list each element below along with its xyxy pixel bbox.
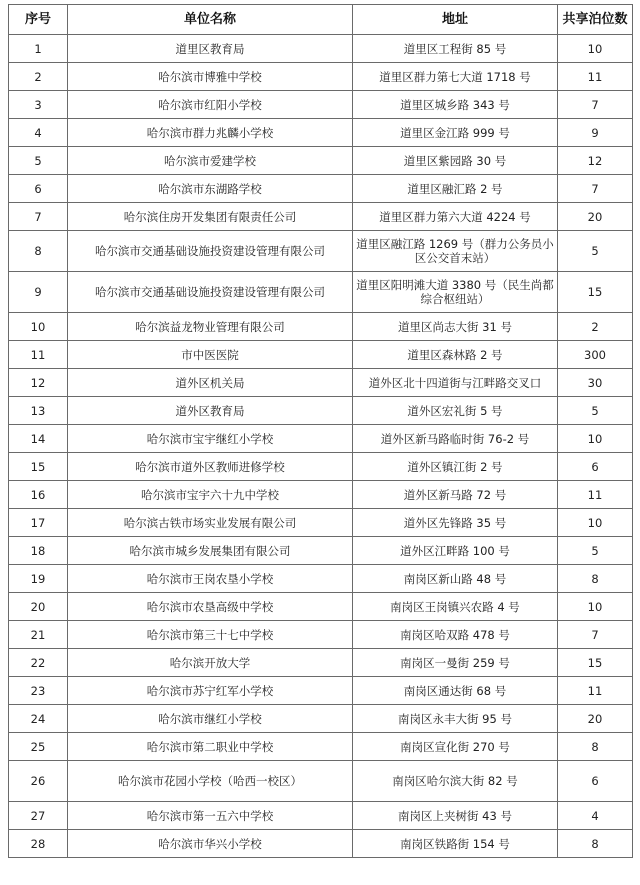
table-row	[9, 649, 633, 677]
cell-no: 1	[9, 35, 68, 63]
cell-no: 26	[9, 761, 68, 802]
cell-address: 道里区阳明滩大道 3380 号（民生尚都综合枢纽站）	[353, 272, 558, 313]
cell-address: 南岗区王岗镇兴农路 4 号	[353, 593, 558, 621]
cell-spaces: 5	[558, 231, 633, 272]
cell-spaces: 6	[558, 761, 633, 802]
cell-address: 道外区宏礼街 5 号	[353, 397, 558, 425]
cell-name: 道外区教育局	[68, 397, 353, 425]
cell-address: 南岗区一曼街 259 号	[353, 649, 558, 677]
cell-address: 道外区新马路临时街 76-2 号	[353, 425, 558, 453]
cell-spaces: 9	[558, 119, 633, 147]
cell-spaces: 6	[558, 453, 633, 481]
cell-spaces: 11	[558, 481, 633, 509]
cell-spaces: 10	[558, 425, 633, 453]
cell-address: 道外区新马路 72 号	[353, 481, 558, 509]
table-row	[9, 509, 633, 537]
cell-name: 道外区机关局	[68, 369, 353, 397]
table-row	[9, 565, 633, 593]
table-row	[9, 677, 633, 705]
cell-address: 南岗区通达街 68 号	[353, 677, 558, 705]
cell-address: 道外区先锋路 35 号	[353, 509, 558, 537]
parking-share-table	[8, 4, 633, 858]
cell-spaces: 5	[558, 537, 633, 565]
cell-name: 哈尔滨市继红小学校	[68, 705, 353, 733]
cell-no: 9	[9, 272, 68, 313]
cell-spaces: 15	[558, 649, 633, 677]
cell-spaces: 10	[558, 35, 633, 63]
cell-spaces: 10	[558, 593, 633, 621]
cell-address: 道里区紫园路 30 号	[353, 147, 558, 175]
cell-no: 8	[9, 231, 68, 272]
parking-share-table-sheet	[8, 4, 632, 858]
cell-spaces: 7	[558, 621, 633, 649]
cell-address: 南岗区哈尔滨大街 82 号	[353, 761, 558, 802]
cell-name: 哈尔滨市第二职业中学校	[68, 733, 353, 761]
cell-address: 道里区金江路 999 号	[353, 119, 558, 147]
cell-name: 哈尔滨市第一五六中学校	[68, 802, 353, 830]
cell-address: 道里区工程街 85 号	[353, 35, 558, 63]
table-row	[9, 802, 633, 830]
table-row	[9, 341, 633, 369]
table-row	[9, 35, 633, 63]
header-address: 地址	[353, 5, 558, 35]
cell-no: 21	[9, 621, 68, 649]
cell-name: 市中医医院	[68, 341, 353, 369]
cell-no: 2	[9, 63, 68, 91]
table-row	[9, 761, 633, 802]
cell-spaces: 7	[558, 91, 633, 119]
cell-spaces: 4	[558, 802, 633, 830]
cell-address: 道里区群力第七大道 1718 号	[353, 63, 558, 91]
cell-address: 道外区北十四道街与江畔路交叉口	[353, 369, 558, 397]
cell-address: 道里区尚志大街 31 号	[353, 313, 558, 341]
table-row	[9, 272, 633, 313]
cell-address: 南岗区铁路街 154 号	[353, 830, 558, 858]
cell-name: 道里区教育局	[68, 35, 353, 63]
cell-address: 道里区群力第六大道 4224 号	[353, 203, 558, 231]
cell-no: 17	[9, 509, 68, 537]
cell-no: 10	[9, 313, 68, 341]
table-row	[9, 313, 633, 341]
cell-no: 16	[9, 481, 68, 509]
cell-name: 哈尔滨市交通基础设施投资建设管理有限公司	[68, 272, 353, 313]
cell-name: 哈尔滨市第三十七中学校	[68, 621, 353, 649]
cell-name: 哈尔滨市博雅中学校	[68, 63, 353, 91]
cell-name: 哈尔滨市花园小学校（哈西一校区）	[68, 761, 353, 802]
header-name: 单位名称	[68, 5, 353, 35]
cell-address: 南岗区宣化街 270 号	[353, 733, 558, 761]
table-row	[9, 369, 633, 397]
header-no: 序号	[9, 5, 68, 35]
table-row	[9, 203, 633, 231]
cell-no: 14	[9, 425, 68, 453]
cell-no: 6	[9, 175, 68, 203]
cell-no: 15	[9, 453, 68, 481]
cell-name: 哈尔滨市群力兆麟小学校	[68, 119, 353, 147]
cell-name: 哈尔滨市华兴小学校	[68, 830, 353, 858]
table-row	[9, 830, 633, 858]
cell-spaces: 8	[558, 565, 633, 593]
cell-address: 道外区江畔路 100 号	[353, 537, 558, 565]
table-row	[9, 397, 633, 425]
cell-no: 11	[9, 341, 68, 369]
table-row	[9, 593, 633, 621]
cell-spaces: 2	[558, 313, 633, 341]
cell-name: 哈尔滨市道外区教师进修学校	[68, 453, 353, 481]
cell-spaces: 20	[558, 705, 633, 733]
cell-address: 南岗区新山路 48 号	[353, 565, 558, 593]
cell-spaces: 11	[558, 63, 633, 91]
cell-spaces: 300	[558, 341, 633, 369]
cell-address: 道里区城乡路 343 号	[353, 91, 558, 119]
cell-address: 道里区森林路 2 号	[353, 341, 558, 369]
cell-name: 哈尔滨市宝宇六十九中学校	[68, 481, 353, 509]
cell-no: 5	[9, 147, 68, 175]
table-row	[9, 175, 633, 203]
cell-spaces: 20	[558, 203, 633, 231]
table-row	[9, 453, 633, 481]
table-row	[9, 481, 633, 509]
table-row	[9, 537, 633, 565]
cell-name: 哈尔滨市城乡发展集团有限公司	[68, 537, 353, 565]
cell-no: 13	[9, 397, 68, 425]
table-row	[9, 231, 633, 272]
table-row	[9, 119, 633, 147]
cell-spaces: 5	[558, 397, 633, 425]
cell-spaces: 11	[558, 677, 633, 705]
cell-no: 23	[9, 677, 68, 705]
cell-no: 22	[9, 649, 68, 677]
cell-name: 哈尔滨古铁市场实业发展有限公司	[68, 509, 353, 537]
table-row	[9, 147, 633, 175]
cell-spaces: 8	[558, 733, 633, 761]
cell-name: 哈尔滨市东湖路学校	[68, 175, 353, 203]
cell-name: 哈尔滨住房开发集团有限责任公司	[68, 203, 353, 231]
cell-name: 哈尔滨益龙物业管理有限公司	[68, 313, 353, 341]
cell-no: 20	[9, 593, 68, 621]
cell-no: 24	[9, 705, 68, 733]
cell-spaces: 10	[558, 509, 633, 537]
cell-spaces: 7	[558, 175, 633, 203]
table-row	[9, 705, 633, 733]
cell-name: 哈尔滨市宝宇继红小学校	[68, 425, 353, 453]
table-row	[9, 425, 633, 453]
cell-spaces: 12	[558, 147, 633, 175]
cell-address: 道外区镇江街 2 号	[353, 453, 558, 481]
header-spaces: 共享泊位数	[558, 5, 633, 35]
cell-spaces: 8	[558, 830, 633, 858]
cell-name: 哈尔滨市红阳小学校	[68, 91, 353, 119]
cell-name: 哈尔滨市苏宁红军小学校	[68, 677, 353, 705]
cell-no: 12	[9, 369, 68, 397]
cell-name: 哈尔滨市农垦高级中学校	[68, 593, 353, 621]
table-row	[9, 733, 633, 761]
table-row	[9, 63, 633, 91]
cell-address: 道里区融江路 1269 号（群力公务员小区公交首末站）	[353, 231, 558, 272]
cell-spaces: 15	[558, 272, 633, 313]
cell-address: 南岗区哈双路 478 号	[353, 621, 558, 649]
cell-address: 南岗区永丰大街 95 号	[353, 705, 558, 733]
table-row	[9, 621, 633, 649]
cell-no: 19	[9, 565, 68, 593]
cell-name: 哈尔滨市爱建学校	[68, 147, 353, 175]
cell-no: 3	[9, 91, 68, 119]
cell-no: 28	[9, 830, 68, 858]
cell-no: 18	[9, 537, 68, 565]
cell-address: 道里区融汇路 2 号	[353, 175, 558, 203]
table-row	[9, 91, 633, 119]
cell-no: 27	[9, 802, 68, 830]
cell-no: 4	[9, 119, 68, 147]
cell-no: 25	[9, 733, 68, 761]
cell-name: 哈尔滨市交通基础设施投资建设管理有限公司	[68, 231, 353, 272]
table-header-row	[9, 5, 633, 35]
cell-no: 7	[9, 203, 68, 231]
cell-name: 哈尔滨市王岗农垦小学校	[68, 565, 353, 593]
cell-spaces: 30	[558, 369, 633, 397]
cell-name: 哈尔滨开放大学	[68, 649, 353, 677]
cell-address: 南岗区上夹树街 43 号	[353, 802, 558, 830]
